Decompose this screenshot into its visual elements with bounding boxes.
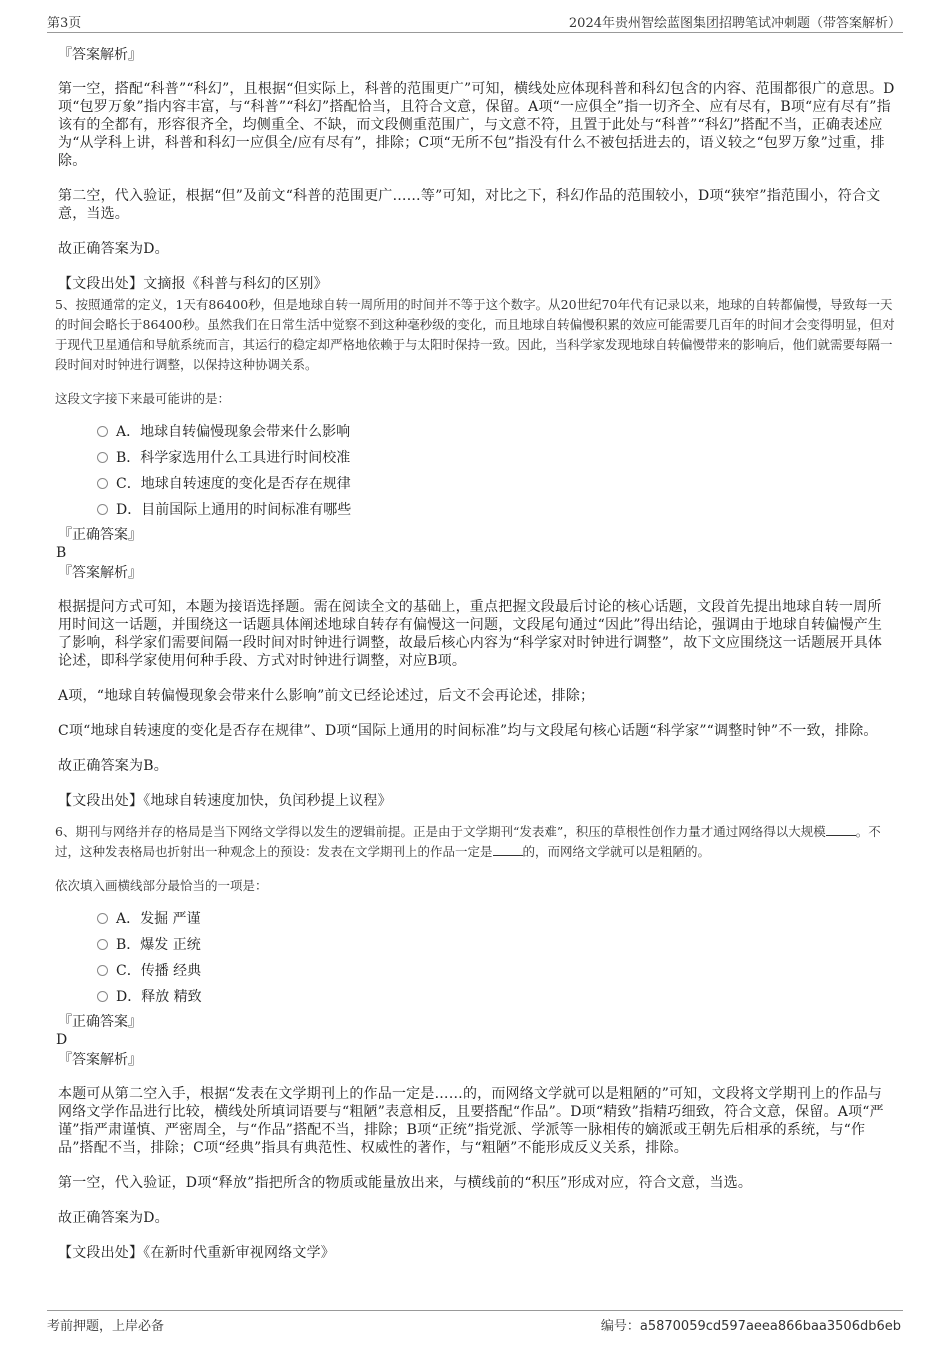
q4-analysis-paragraph-1: 第一空，搭配“科普”“科幻”，且根据“但实际上，科普的范围更广”可知，横线处应体现科普和科幻包含的内容、范围都很广的意思。D项“包罗万象”指内容丰富，与“科普”“科幻”搭配恰当，且符合文意，保留。A项“一应俱全”指一切齐全、应有尽有，B项“应有尽有”指该有的全都有，形容很齐全，均侧重全、不缺，而文段侧重范围广，与文意不符，且置于此处与“科普”“科幻”搭配不当，正确表述应为“从学科上讲，科普和科幻一应俱全/应有尽有”，排除；C项“无所不包”指没有什么不被包括进去的，语义较之“包罗万象”过重，排除。 [58, 81, 895, 169]
q6-option-b[interactable]: B．爆发 正统 [97, 932, 895, 958]
q5-source: 【文段出处】《地球自转速度加快，负闰秒提上议程》 [58, 793, 392, 809]
radio-icon[interactable] [97, 452, 108, 463]
q6-answer: D [56, 1032, 68, 1048]
document-code: 编号：a5870059cd597aeea866baa3506db6eb [600, 1319, 901, 1334]
q5-stem: 5、按照通常的定义，1天有86400秒，但是地球自转一周所用的时间并不等于这个数字。从20世纪70年代有记录以来，地球的自转都偏慢，导致每一天的时间会略长于86400秒。虽然我们在日常生活中觉察不到这种毫秒级的变化，而且地球自转偏慢积累的效应可能需要几百年的时间才会变得明显，但对于现代卫星通信和导航系统而言，其运行的稳定却严格地依赖于与太阳时保持一致。因此，当科学家发现地球自转偏慢带来的影响后，他们就需要每隔一段时间对时钟进行调整，以保持这种协调关系。 [55, 297, 895, 372]
q6-analysis-paragraph-2: 第一空，代入验证，D项“释放”指把所含的物质或能量放出来，与横线前的“积压”形成对应，符合文意，当选。 [58, 1175, 753, 1191]
q6-answer-label: 『正确答案』 [58, 1014, 142, 1030]
footer-slogan: 考前押题，上岸必备 [47, 1319, 165, 1334]
q5-analysis-paragraph-3: C项“地球自转速度的变化是否存在规律”、D项“国际上通用的时间标准”均与文段尾句核心话题“科学家”“调整时钟”不一致，排除。 [58, 723, 878, 739]
document-title: 2024年贵州智绘蓝图集团招聘笔试冲刺题（带答案解析） [568, 16, 901, 31]
q5-question: 这段文字接下来最可能讲的是： [55, 391, 231, 406]
q5-options [55, 419, 895, 523]
q6-option-c[interactable]: C．传播 经典 [97, 958, 895, 984]
q6-conclusion: 故正确答案为D。 [58, 1210, 169, 1226]
q6-source: 【文段出处】《在新时代重新审视网络文学》 [58, 1245, 335, 1261]
q5-analysis-paragraph-2: A项，“地球自转偏慢现象会带来什么影响”前文已经论述过，后文不会再论述，排除； [58, 688, 595, 704]
q5-option-b[interactable]: B．科学家选用什么工具进行时间校准 [97, 445, 895, 471]
q5-analysis-label: 『答案解析』 [58, 565, 142, 581]
q4-analysis-paragraph-2: 第二空，代入验证，根据“但”及前文“科普的范围更广……等”可知，对比之下，科幻作品的范围较小，D项“狭窄”指范围小，符合文意，当选。 [58, 188, 881, 222]
page-footer [47, 1310, 903, 1335]
fill-blank-1 [826, 822, 856, 836]
q5-answer: B [56, 545, 67, 561]
q4-analysis-label: 『答案解析』 [58, 47, 142, 63]
radio-icon[interactable] [97, 939, 108, 950]
q5-option-a[interactable]: A．地球自转偏慢现象会带来什么影响 [97, 419, 895, 445]
page-content [55, 46, 895, 1262]
q5-option-c[interactable]: C．地球自转速度的变化是否存在规律 [97, 471, 895, 497]
radio-icon[interactable] [97, 991, 108, 1002]
q6-analysis-paragraph-1: 本题可从第二空入手，根据“发表在文学期刊上的作品一定是……的，而网络文学就可以是粗陋的”可知，文段将文学期刊上的作品与网络文学作品进行比较，横线处所填词语要与“粗陋”表意相反，且要搭配“作品”。D项“精致”指精巧细致，符合文意，保留。A项“严谨”指严肃谨慎、严密周全，与“作品”搭配不当，排除；B项“正统”指党派、学派等一脉相传的嫡派或王朝先后相承的系统，与“作品”搭配不当，排除；C项“经典”指具有典范性、权威性的著作，与“粗陋”不能形成反义关系，排除。 [58, 1086, 884, 1156]
q6-option-a[interactable]: A．发掘 严谨 [97, 906, 895, 932]
q6-stem: 6、期刊与网络并存的格局是当下网络文学得以发生的逻辑前提。正是由于文学期刊“发表难”，积压的草根性创作力量才通过网络得以大规模 。不过，这种发表格局也折射出一种观念上的预设：发表在文学期刊上的作品一定是 的，而网络文学就可以是粗陋的。 [55, 824, 881, 859]
q6-option-d[interactable]: D．释放 精致 [97, 984, 895, 1010]
radio-icon[interactable] [97, 965, 108, 976]
q6-options [55, 906, 895, 1010]
q6-question: 依次填入画横线部分最恰当的一项是： [55, 878, 268, 893]
radio-icon[interactable] [97, 504, 108, 515]
fill-blank-2 [493, 842, 523, 856]
q5-analysis-paragraph-1: 根据提问方式可知，本题为接语选择题。需在阅读全文的基础上，重点把握文段最后讨论的核心话题，文段首先提出地球自转一周所用时间这一话题，并围绕这一话题具体阐述地球自转存有偏慢这一问题，文段尾句通过“因此”得出结论，强调由于地球自转偏慢产生了影响，科学家们需要间隔一段时间对时钟进行调整，故最后核心内容为“科学家对时钟进行调整”，故下文应围绕这一话题展开具体论述，即科学家使用何种手段、方式对时钟进行调整，对应B项。 [58, 599, 883, 669]
q4-conclusion: 故正确答案为D。 [58, 241, 169, 257]
q5-answer-label: 『正确答案』 [58, 527, 142, 543]
q6-analysis-label: 『答案解析』 [58, 1052, 142, 1068]
q4-source: 【文段出处】文摘报《科普与科幻的区别》 [58, 276, 328, 292]
q5-option-d[interactable]: D．目前国际上通用的时间标准有哪些 [97, 497, 895, 523]
q5-conclusion: 故正确答案为B。 [58, 758, 168, 774]
page-header [47, 10, 903, 33]
page-number: 第3页 [47, 16, 82, 31]
radio-icon[interactable] [97, 478, 108, 489]
radio-icon[interactable] [97, 426, 108, 437]
radio-icon[interactable] [97, 913, 108, 924]
